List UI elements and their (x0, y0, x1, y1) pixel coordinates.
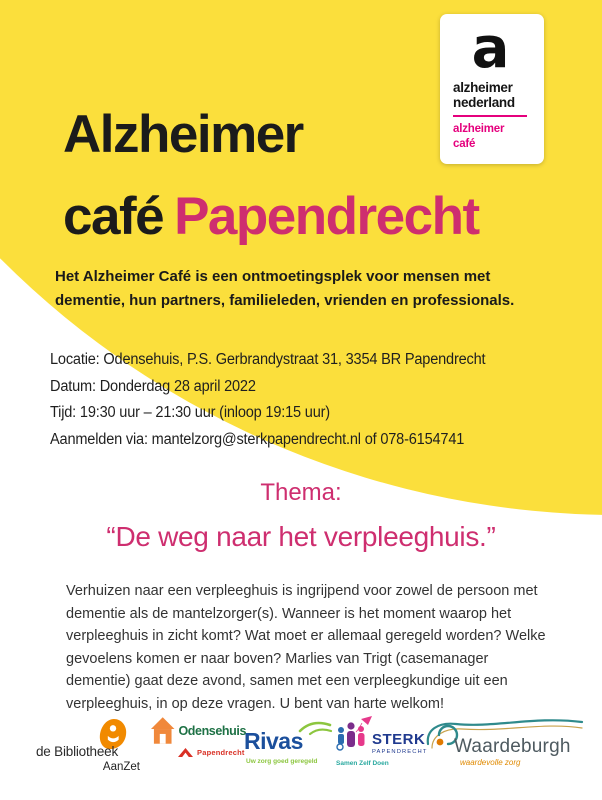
body-paragraph: Verhuizen naar een verpleeghuis is ingrijpend voor zowel de persoon met dementie als de mantelzorger(s). Wanneer is het moment waarop het verpleeghuis in zicht komt? Wat moet er allemaal geregeld worden? Welke gevoelens komen er naar boven? Marlies van Trigt (casemanager dementie) gaat deze avond, samen met een verpleegkundige uit een verpleeghuis, in op deze vragen. U bent van harte welkom! (66, 583, 546, 713)
theme-quote: “De weg naar het verpleeghuis.” (106, 520, 496, 552)
title-line2-pink: Papendrecht (174, 187, 479, 246)
waardeburgh-tagline: waardevolle zorg (460, 758, 521, 767)
logo-sterk-papendrecht (334, 716, 434, 782)
odensehuis-sub: Papendrecht (197, 748, 245, 757)
title-line1: Alzheimer (63, 105, 303, 164)
logo-bibliotheek-aanzet (36, 718, 146, 780)
brand-org-line2: nederland (453, 95, 515, 111)
detail-tijd: Tijd: 19:30 uur – 21:30 uur (inloop 19:15 uur) (50, 404, 330, 421)
event-details (50, 347, 485, 453)
bibliotheek-name: de Bibliotheek (36, 744, 119, 759)
detail-datum: Datum: Donderdag 28 april 2022 (50, 377, 256, 395)
theme-section (0, 479, 602, 553)
sterk-name: STERK (372, 731, 426, 748)
poster-title (63, 94, 479, 258)
bibliotheek-sub: AanZet (102, 761, 140, 773)
detail-locatie: Locatie: Odensehuis, P.S. Gerbrandystraat 31, 3354 BR Papendrecht (50, 351, 486, 368)
detail-aanmelden: Aanmelden via: mantelzorg@sterkpapendrecht.nl of 078-6154741 (50, 430, 465, 448)
title-line2 (63, 176, 479, 258)
odensehuis-name: Odensehuis (178, 724, 246, 738)
sterk-sub: PAPENDRECHT (372, 749, 428, 755)
odensehuis-house-icon (150, 716, 175, 746)
alzheimer-a-logo-icon: a (471, 16, 510, 81)
title-line2-black: café (63, 187, 164, 246)
theme-label: Thema: (260, 479, 342, 506)
partner-logos-row (0, 708, 602, 788)
rivas-tagline: Uw zorg goed geregeld (246, 758, 318, 765)
brand-sub-line2: café (453, 137, 476, 150)
brand-org-line1: alzheimer (453, 80, 513, 95)
logo-waardeburgh (424, 714, 592, 778)
odensehuis-chevron-icon (178, 748, 193, 757)
waardeburgh-name: Waardeburgh (454, 736, 571, 757)
sterk-figures-icon (334, 716, 374, 758)
brand-sub-line1: alzheimer (453, 123, 505, 136)
logo-odensehuis (150, 716, 246, 782)
rivas-name: Rivas (244, 728, 303, 754)
intro-paragraph: Het Alzheimer Café is een ontmoetingsplek voor mensen met dementie, hun partners, familieleden, vrienden en professionals. (55, 268, 515, 309)
logo-rivas (244, 722, 336, 774)
sterk-tagline: Samen Zelf Doen (336, 760, 389, 767)
